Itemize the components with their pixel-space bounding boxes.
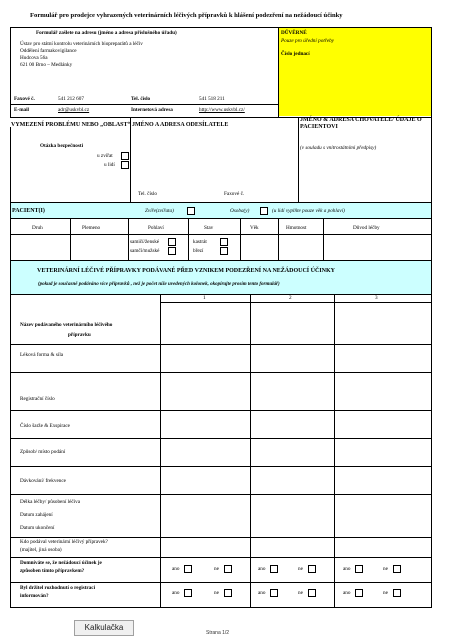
owner-note: (v souladu s vnitrostátními předpisy): [300, 145, 377, 151]
confidential-title: DŮVĚRNÉ: [281, 30, 307, 36]
sender-fax-label: Faxové č.: [224, 191, 245, 197]
product-col-1: 1: [203, 295, 206, 301]
yes-checkbox[interactable]: [184, 565, 192, 573]
web-label: Internetová adresa: [131, 107, 173, 113]
col-species: Druh: [32, 225, 43, 231]
yes-label: ano: [172, 590, 180, 596]
products-subtitle: (pokud je současně podáváno více přípravků , než je počet níže uvedených kolonek, okopírujte prosím tento formulář): [38, 282, 280, 287]
no-label: ne: [383, 566, 388, 572]
address-line: 621 00 Brno – Medlánky: [20, 62, 73, 68]
male-checkbox[interactable]: [168, 247, 176, 255]
animal-label: u zvířat: [97, 153, 113, 159]
safety-question: Otázka bezpečnosti: [40, 143, 84, 149]
row-start-date: Datum zahájení: [20, 512, 53, 518]
address-line: Ústav pro státní kontrolu veterinárních biopreparátů a léčiv: [20, 41, 143, 47]
yes-checkbox[interactable]: [270, 589, 278, 597]
row-product-name: Název podávaného veterinárního léčivého: [20, 322, 113, 328]
row-duration: Délka léčby/ působení léčiva: [20, 499, 81, 505]
person-option: Osoba(y): [230, 208, 250, 214]
row-dose: Dávkování/ frekvence: [20, 478, 66, 484]
fax-value: 541 212 607: [58, 96, 84, 102]
row-route: Způsob/ místo podání: [20, 449, 66, 455]
person-note: (u lidí vyplňte pouze věk a pohlaví): [272, 208, 345, 214]
patient-header-bg: [11, 203, 431, 218]
owner-label: JMÉNO & ADRESA CHOVATELE/ ÚDAJE O PACIENTOVI: [300, 117, 422, 131]
tel-value: 541 518 211: [199, 96, 225, 102]
no-checkbox[interactable]: [393, 589, 401, 597]
sender-tel-label: Tel. číslo: [138, 191, 157, 197]
no-checkbox[interactable]: [224, 589, 232, 597]
address-line: Hudcova 56a: [20, 55, 48, 61]
yes-checkbox[interactable]: [184, 589, 192, 597]
row-administered-by: Kdo podával veterinární léčivý přípravek?: [20, 539, 108, 545]
no-label: ne: [298, 566, 303, 572]
yes-checkbox[interactable]: [355, 565, 363, 573]
products-title: VETERINÁRNÍ LÉČIVÉ PŘÍPRAVKY PODÁVANÉ PŘED VZNIKEM PODEZŘENÍ NA NEŽÁDOUCÍ ÚČINKY: [37, 268, 335, 274]
calculator-button[interactable]: Kalkulačka: [74, 620, 134, 636]
pregnant-label: březí: [193, 248, 204, 254]
no-checkbox[interactable]: [308, 565, 316, 573]
page-number: Strana 1/2: [206, 630, 230, 636]
col-breed: Plemeno: [82, 225, 101, 231]
col-reason: Důvod léčby: [353, 225, 380, 231]
animal-checkbox[interactable]: [121, 152, 129, 160]
problem-label: VYMEZENÍ PROBLÉMU NEBO „OBLAST“: [11, 122, 131, 128]
person-option-checkbox[interactable]: [260, 207, 268, 215]
no-label: ne: [214, 590, 219, 596]
row-causality-2: způsoben tímto přípravkem?: [20, 568, 85, 574]
email-label: E-mail: [14, 107, 29, 113]
yes-label: ano: [258, 566, 266, 572]
col-age: Věk: [250, 225, 259, 231]
row-holder-informed-2: informován?: [20, 593, 49, 599]
pregnant-checkbox[interactable]: [220, 247, 228, 255]
human-label: u lidí: [104, 162, 115, 168]
castrated-checkbox[interactable]: [220, 238, 228, 246]
animal-option: Zvíře(zvířata): [145, 208, 174, 214]
yes-label: ano: [343, 590, 351, 596]
col-weight: Hmotnost: [286, 225, 307, 231]
row-product-name-2: přípravku: [68, 332, 91, 338]
yes-label: ano: [258, 590, 266, 596]
no-checkbox[interactable]: [393, 565, 401, 573]
no-label: ne: [214, 566, 219, 572]
female-label: samičí/ženské: [130, 239, 160, 245]
yes-label: ano: [172, 566, 180, 572]
sender-label: JMÉNO A ADRESA ODESÍLATELE: [132, 122, 229, 128]
patient-label: PACIENT(I): [12, 208, 45, 214]
row-end-date: Datum ukončení: [20, 525, 55, 531]
row-form: Léková forma & síla: [20, 352, 64, 358]
no-checkbox[interactable]: [308, 589, 316, 597]
yes-checkbox[interactable]: [270, 565, 278, 573]
row-batch: Číslo šarže & Exspirace: [20, 423, 70, 429]
animal-option-checkbox[interactable]: [187, 207, 195, 215]
male-label: samčí/mužské: [130, 248, 160, 254]
email-link[interactable]: adr@uskvbl.cz: [58, 107, 90, 113]
confidential-subtitle: Pouze pro úřední potřeby: [281, 38, 334, 44]
no-label: ne: [298, 590, 303, 596]
yes-label: ano: [343, 566, 351, 572]
row-causality: Domníváte se, že nežádoucí účinek je: [20, 560, 102, 566]
no-label: ne: [383, 590, 388, 596]
yes-checkbox[interactable]: [355, 589, 363, 597]
col-state: Stav: [204, 225, 214, 231]
col-sex: Pohlaví: [148, 225, 164, 231]
row-holder-informed: Byl držitel rozhodnutí o registraci: [20, 585, 96, 591]
tel-label: Tel. číslo: [131, 96, 151, 102]
product-col-3: 3: [375, 295, 378, 301]
castrated-label: kastrát: [193, 239, 207, 245]
product-col-2: 2: [289, 295, 292, 301]
address-line: Oddělení farmakovigilance: [20, 48, 77, 54]
fax-label: Faxové č.: [14, 96, 35, 102]
products-header-bg: [11, 261, 431, 294]
reference-number-label: Číslo jednací: [281, 51, 310, 57]
no-checkbox[interactable]: [224, 565, 232, 573]
row-registration: Registrační číslo: [20, 396, 55, 402]
page-title: Formulář pro prodejce vyhrazených veterinárních léčivých přípravků k hlášení podezření na nežádoucí účinky: [30, 12, 343, 19]
female-checkbox[interactable]: [168, 238, 176, 246]
web-link[interactable]: http://www.uskvbl.cz/: [199, 107, 245, 113]
row-administered-by-note: (majitel, jiná osoba): [20, 547, 62, 553]
human-checkbox[interactable]: [121, 161, 129, 169]
address-header: Formulář zašlete na adresu (jméno a adresa příslušného úřadu): [36, 30, 177, 36]
